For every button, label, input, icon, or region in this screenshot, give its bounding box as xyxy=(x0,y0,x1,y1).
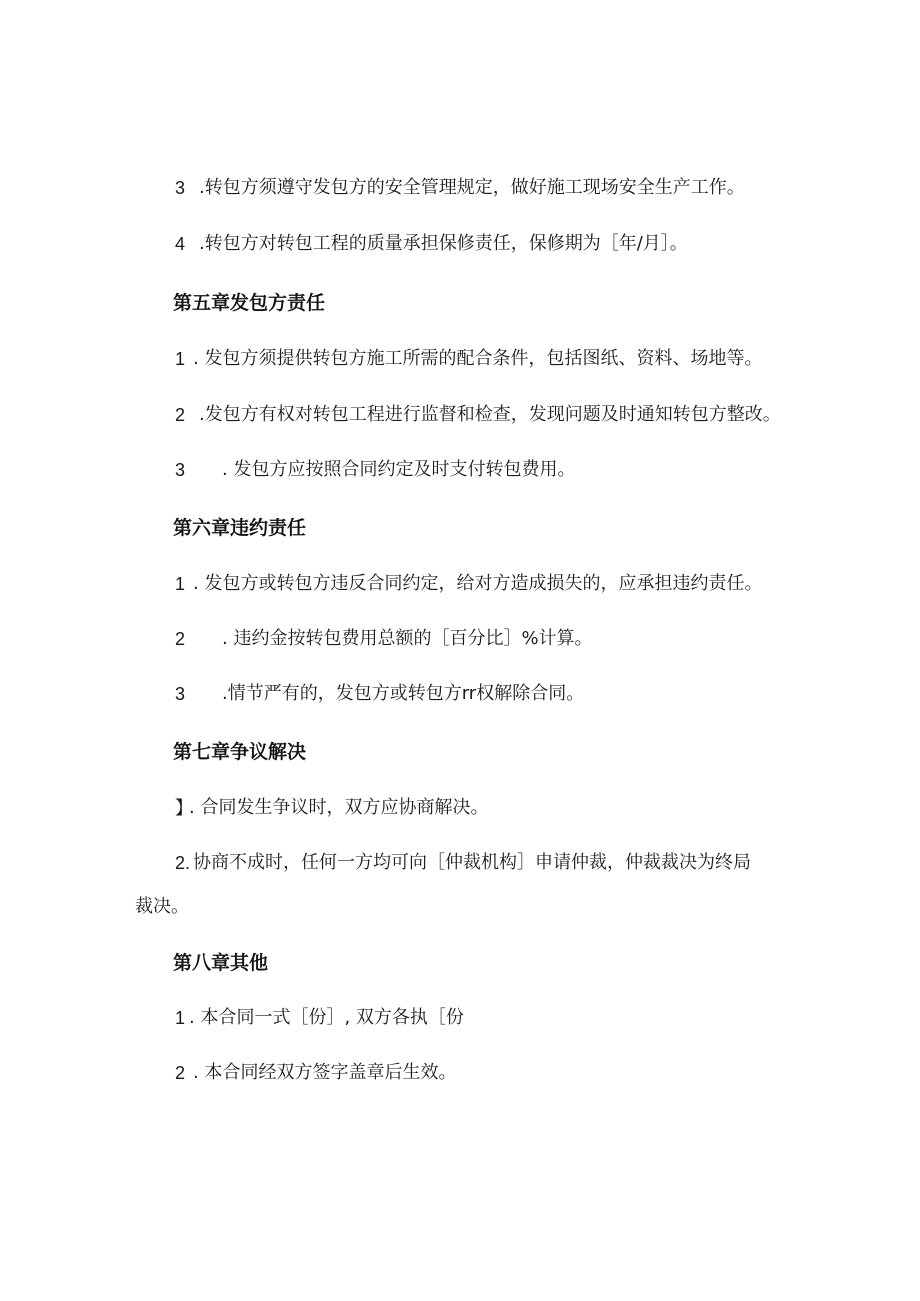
clause-text: . 本合同经双方签字盖章后生效。 xyxy=(193,1062,457,1083)
item-number: 1 xyxy=(175,1008,186,1028)
clause-text: .情节严有的，发包方或转包方rr权解除合同。 xyxy=(222,683,585,704)
clause-text: . 发包方须提供转包方施工所需的配合条件，包括图纸、资料、场地等。 xyxy=(193,348,763,369)
clause-text: . 合同发生争议时，双方应协商解决。 xyxy=(189,797,489,818)
clause-text: . 违约金按转包费用总额的［百分比］%计算。 xyxy=(222,628,593,649)
item-number: 2. xyxy=(175,853,191,873)
chapter-heading: 第七章争议解决 xyxy=(173,741,307,763)
clause-text: .转包方须遵守发包方的安全管理规定，做好施工现场安全生产工作。 xyxy=(199,177,745,198)
clause-text: . 发包方或转包方违反合同约定，给对方造成损失的，应承担违约责任。 xyxy=(193,573,763,594)
item-number: 4 xyxy=(175,234,186,254)
item-number: 2 xyxy=(175,405,186,425)
clause-text: . 发包方应按照合同约定及时支付转包费用。 xyxy=(222,459,576,480)
item-number: 1 xyxy=(175,349,186,369)
clause-text: . 本合同一式［份］, 双方各执［份 xyxy=(189,1007,464,1028)
item-number: 2 xyxy=(175,1063,186,1083)
chapter-heading: 第八章其他 xyxy=(173,952,269,974)
item-number: 3 xyxy=(175,460,186,480)
item-number: 】 xyxy=(175,798,193,818)
item-number: 1 xyxy=(175,574,186,594)
chapter-heading: 第五章发包方责任 xyxy=(173,292,326,314)
item-number: 3 xyxy=(175,684,186,704)
clause-text: .转包方对转包工程的质量承担保修责任，保修期为［年/月］。 xyxy=(199,233,688,254)
clause-text: 协商不成时，任何一方均可向［仲裁机构］申请仲裁，仲裁裁决为终局 xyxy=(193,852,751,873)
item-number: 3 xyxy=(175,178,186,198)
clause-continuation: 裁决。 xyxy=(135,896,189,917)
chapter-heading: 第六章违约责任 xyxy=(173,517,307,539)
clause-text: .发包方有权对转包工程进行监督和检查，发现问题及时通知转包方整改。 xyxy=(199,404,781,425)
item-number: 2 xyxy=(175,629,186,649)
